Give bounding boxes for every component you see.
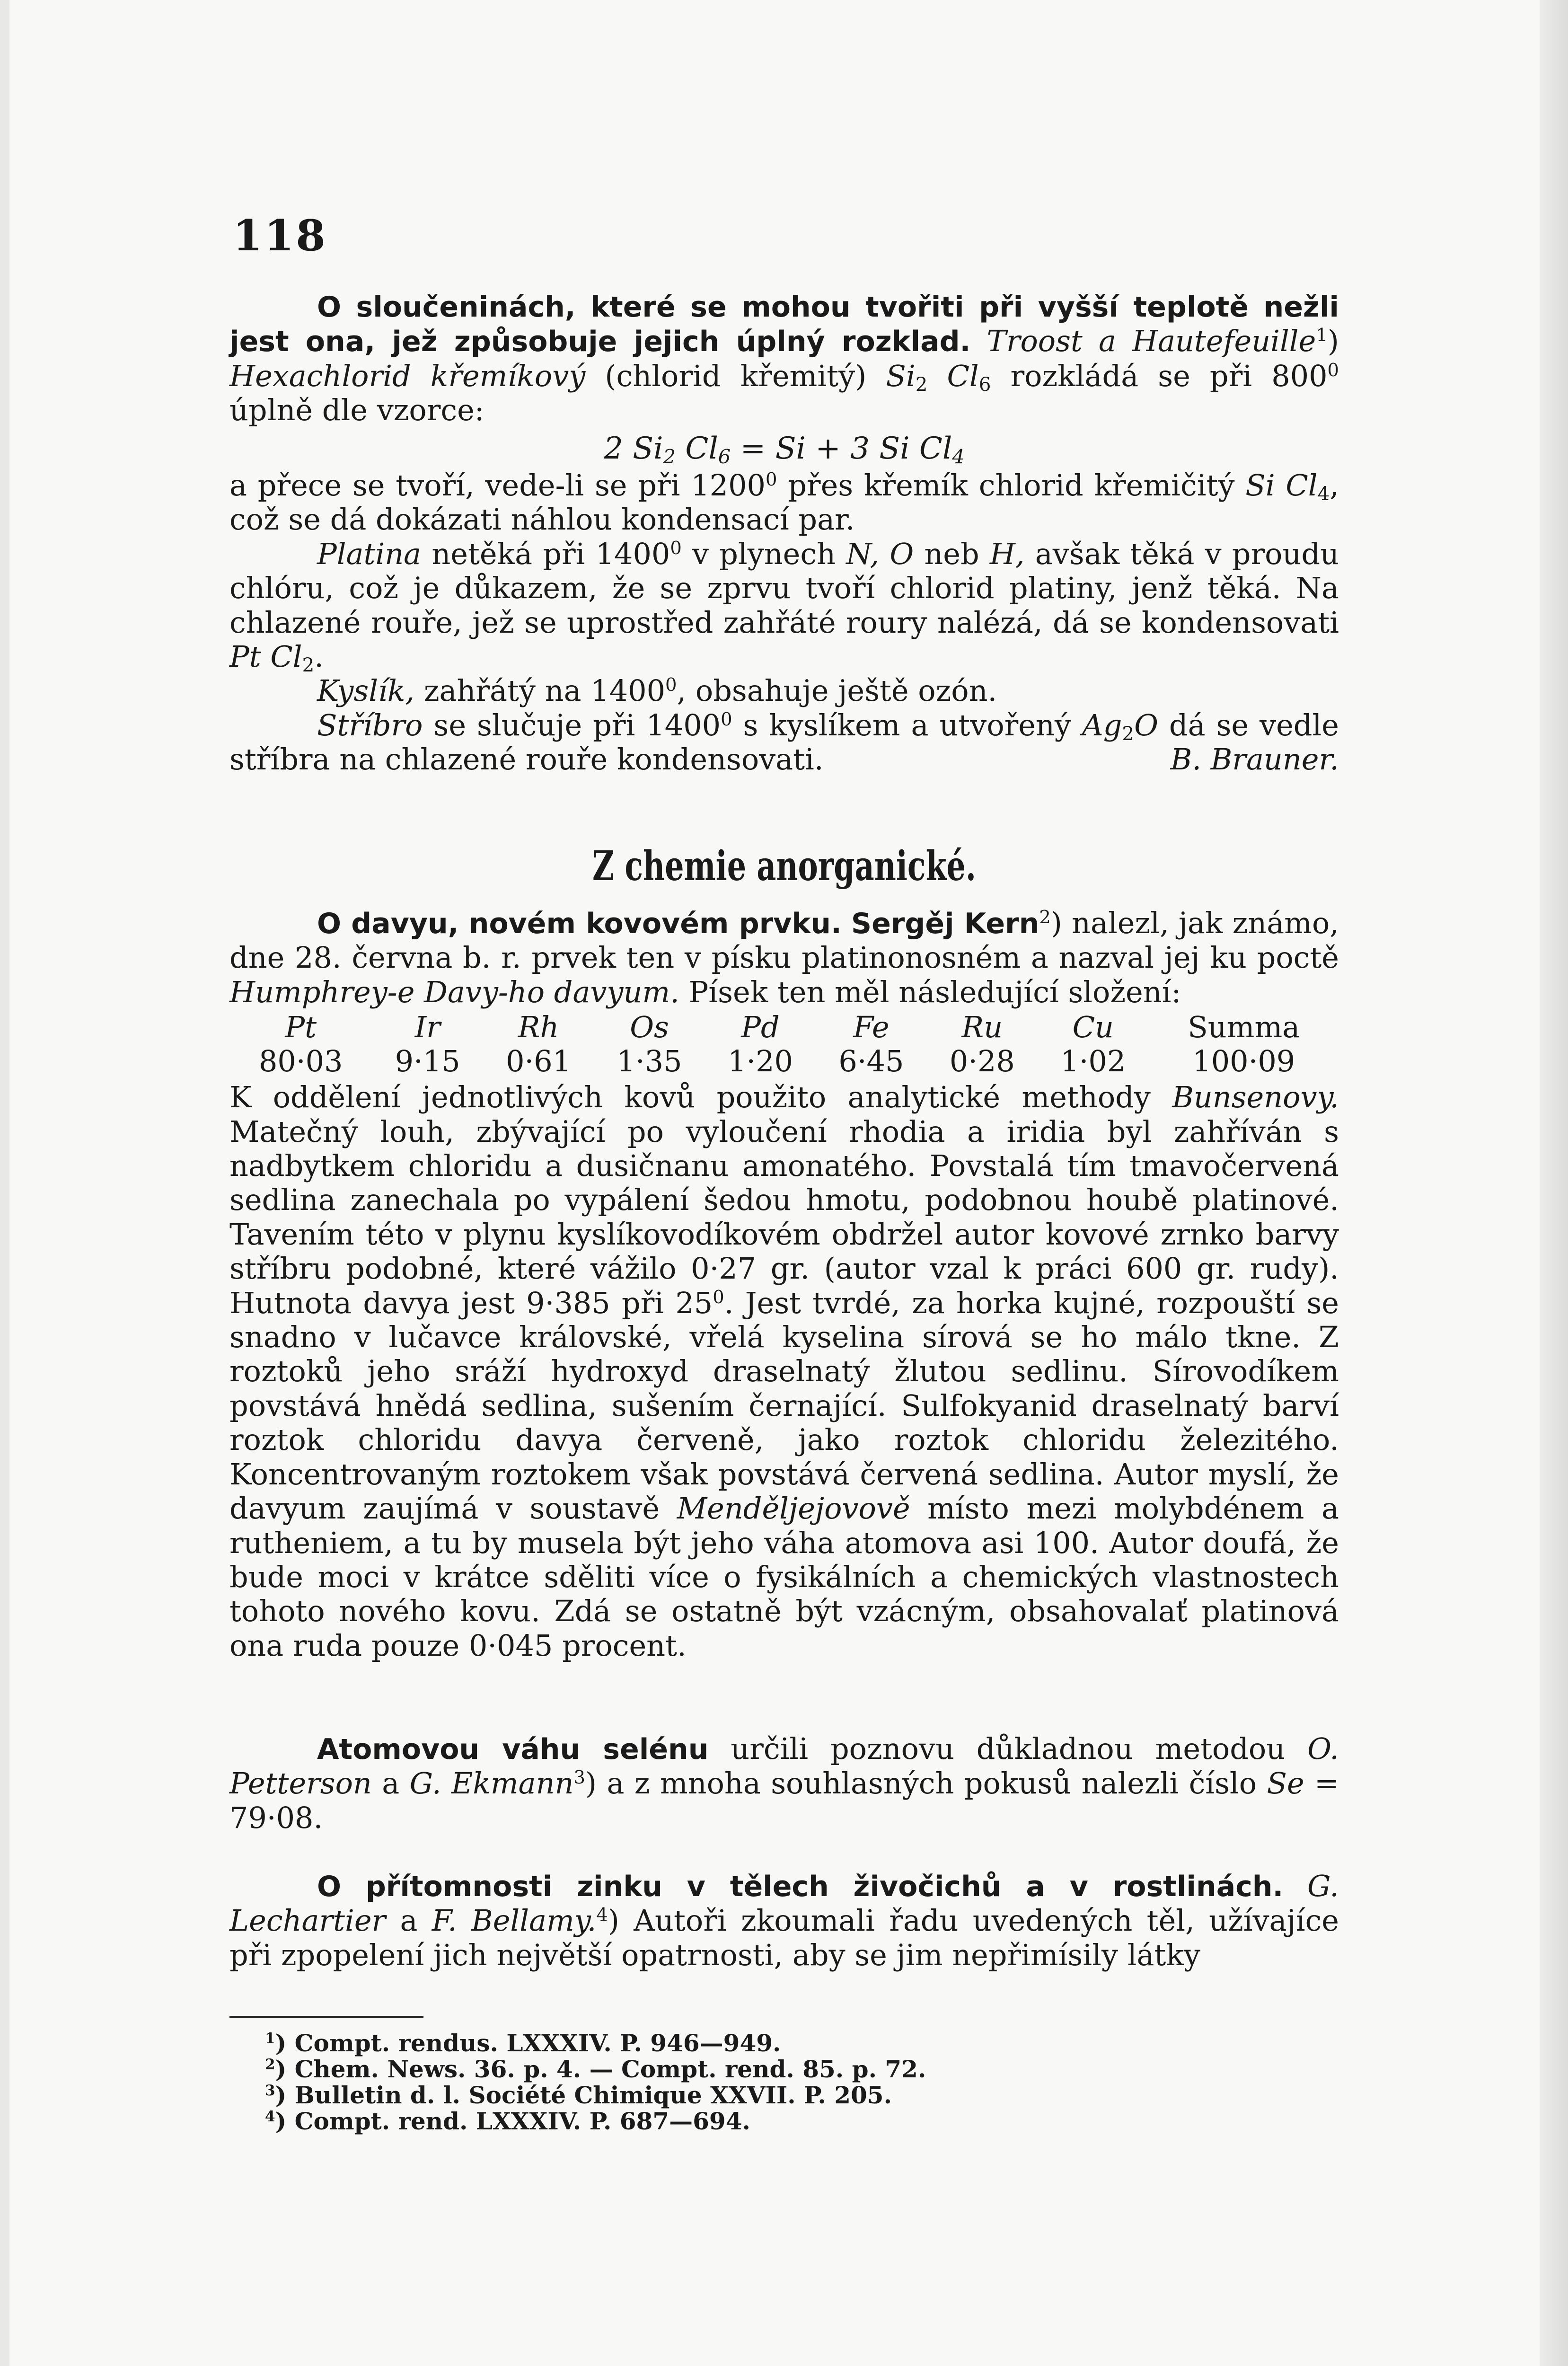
compound-name: Hexachlorid křemíkový	[229, 358, 586, 393]
table-cell: 1·20	[727, 1044, 793, 1079]
footnote-divider	[229, 2016, 423, 2018]
paragraph-oxygen: Kyslík, zahřátý na 1400$^0$, obsahuje ještě ozón.	[317, 673, 997, 708]
article-heading: O sloučeninách, které se mohou tvořiti při vyšší teplotě nežli jest ona, jež způsobuje jejich úplný rozklad.	[229, 291, 1339, 359]
paragraph-intro: O sloučeninách, které se mohou tvořiti při vyšší teplotě nežli jest ona, jež způsobuje jejich úplný rozklad. Troost a Hautefeuille$^1$) Hexachlorid křemíkový (chlorid křemitý) $Si_2$ $Cl_6$ rozkládá se při $800^0$ úplně dle vzorce:	[229, 291, 1339, 428]
table-row	[229, 1044, 1339, 1078]
footnote-ref: 4	[596, 1904, 608, 1926]
paragraph-selenium: Atomovou váhu selénu určili poznovu důkladnou metodou O. Petterson a G. Ekmann$^3$) a z mnoha souhlasných pokusů nalezli číslo Se = 79·08.	[229, 1731, 1339, 1835]
footnote-ref: 1	[1316, 325, 1328, 346]
footnotes	[265, 2030, 1306, 2134]
signature: B. Brauner.	[1170, 742, 1339, 777]
table-cell: 1·35	[617, 1044, 682, 1079]
section-selenium	[229, 1732, 1339, 1835]
footnote: $^1$) Compt. rendus. LXXXIV. P. 946—949.	[265, 2029, 781, 2057]
article-heading: O přítomnosti zinku v tělech živočichů a v rostlinách.	[317, 1870, 1284, 1903]
page-number: 118	[233, 211, 327, 261]
table-header-cell: Fe	[853, 1010, 890, 1045]
section-zinc	[229, 1869, 1339, 1972]
table-header-cell: Ru	[961, 1010, 1003, 1045]
table-cell: 9·15	[395, 1044, 460, 1079]
table-cell: 1·02	[1060, 1044, 1126, 1079]
table-cell: 0·28	[949, 1044, 1015, 1079]
footnote-ref: 2	[1039, 906, 1051, 928]
table-cell: 100·09	[1192, 1044, 1295, 1079]
paragraph-silicon-chloride: a přece se tvoří, vede-li se při 1200$^0$ přes křemík chlorid křemičitý Si $Cl_4$, což se dá dokázati náhlou kondensací par.	[229, 468, 1339, 537]
table-header-cell: Pt	[285, 1010, 317, 1045]
chemical-formula: 2 $Si_2$ $Cl_6 = Si + 3$ Si $Cl_4$	[604, 431, 965, 468]
authors: Troost a Hautefeuille	[987, 324, 1316, 359]
footnote: $^4$) Compt. rend. LXXXIV. P. 687—694.	[265, 2107, 750, 2135]
table-cell: 6·45	[838, 1044, 904, 1079]
page-right-edge	[1540, 0, 1568, 2366]
section-title: Z chemie anorganické.	[592, 842, 976, 890]
table-header-cell: Pd	[741, 1010, 780, 1045]
table-header-cell: Rh	[518, 1010, 559, 1045]
table-header-cell: Ir	[414, 1010, 440, 1045]
paragraph-platinum: Platina netěká při 1400$^0$ v plynech N, O neb H, avšak těká v proudu chlóru, což je důkazem, že se zprvu tvoří chlorid platiny, jenž těká. Na chlazené rouře, jež se uprostřed zahřáté roury nalézá, dá se kondensovati Pt $Cl_2$.	[229, 536, 1339, 677]
footnote: $^2$) Chem. News. 36. p. 4. — Compt. rend. 85. p. 72.	[265, 2055, 926, 2083]
table-cell: 0·61	[506, 1044, 572, 1079]
paragraph-silver: Stříbro se slučuje při 1400$^0$ s kyslíkem a utvořený $Ag_2O$ dá se vedle stříbra na chlazené rouře kondensovati. B. Brauner.	[229, 707, 1339, 777]
author: Sergěj Kern	[851, 907, 1039, 940]
article-heading: O davyu, novém kovovém prvku.	[317, 907, 842, 940]
section-davyum	[229, 906, 1339, 1663]
paragraph-zinc: O přítomnosti zinku v tělech živočichů a v rostlinách. G. Lechartier a F. Bellamy.$^4$) Autoři zkoumali řadu uvedených těl, užívajíce při zpopelení jich největší opatrnosti, aby se jim nepřimísily látky	[229, 1869, 1339, 1972]
table-header-cell: Summa	[1188, 1010, 1300, 1045]
table-header-cell: Os	[630, 1010, 669, 1045]
footnote-ref: 3	[573, 1767, 585, 1789]
table-cell: 80·03	[258, 1044, 343, 1079]
footnote: $^3$) Bulletin d. l. Société Chimique XXVII. P. 205.	[265, 2081, 892, 2109]
paragraph-davyum-intro: O davyu, novém kovovém prvku. Sergěj Kern$^2$) nalezl, jak známo, dne 28. června b. r. prvek ten v písku platinonosném a nazval jej ku poctě Humphrey-e Davy-ho davyum. Písek ten měl následující složení:	[229, 906, 1339, 1009]
table-header-cell: Cu	[1072, 1010, 1114, 1045]
article-heading: Atomovou váhu selénu	[317, 1733, 709, 1766]
paragraph-davyum-body: K oddělení jednotlivých kovů použito analytické methody Bunsenovy. Matečný louh, zbývající po vyloučení rhodia a iridia byl zahříván s nadbytkem chloridu a dusičnanu amonatého. Povstalá tím tmavočervená sedlina zanechala po vypálení šedou hmotu, podobnou houbě platinové. Tavením této v plynu kyslíkovodíkovém obdržel autor kovové zrnko barvy stříbru podobné, které vážilo 0·27 gr. (autor vzal k práci 600 gr. rudy). Hutnota davya jest 9·385 při $25^0$. Jest tvrdé, za horka kujné, rozpouští se snadno v lučavce královské, vřelá kyselina sírová se ho málo tkne. Z roztoků jeho sráží hydroxyd draselnatý žlutou sedlinu. Sírovodíkem povstává hnědá sedlina, sušením černající. Sulfokyanid draselnatý barví roztok chloridu davya červeně, jako roztok chloridu železitého. Koncentrovaným roztokem však povstává červená sedlina. Autor myslí, že davyum zaujímá v soustavě Menděljejovově místo mezi molybdénem a rutheniem, a tu by musela být jeho váha atomova asi 100. Autor doufá, že bude moci v krátce sděliti více o fysikálních a chemických vlastnostech tohoto nového kovu. Zdá se ostatně být vzácným, obsahovalať platinová ona ruda pouze 0·045 procent.	[229, 1080, 1339, 1663]
table-header-row	[229, 1010, 1339, 1044]
section-high-temperature-compounds	[229, 290, 1339, 777]
composition-table	[229, 1010, 1339, 1078]
